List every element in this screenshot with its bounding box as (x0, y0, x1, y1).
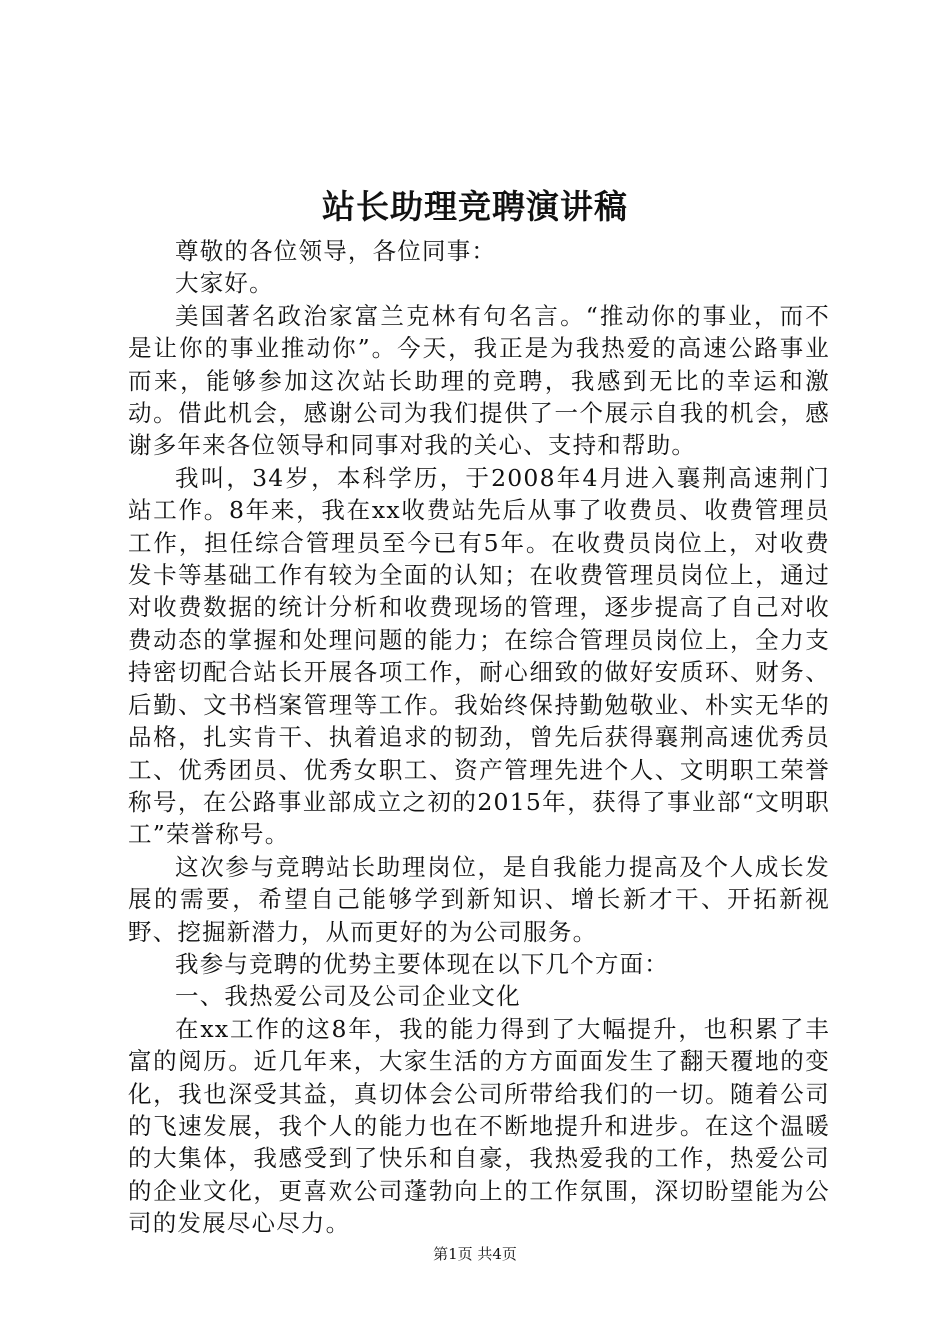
greeting-paragraph: 大家好。 (175, 269, 274, 298)
document-title: 站长助理竞聘演讲稿 (322, 187, 628, 226)
body-paragraph: 美国著名政治家富兰克林有句名言。“推动你的事业，而不是让你的事业推动你”。今天，我正是为我热爱的高速公路事业而来，能够参加这次站长助理的竞聘，我感到无比的幸运和激动。借此机会，感谢公司为我们提供了一个展示自我的机会，感谢多年来各位领导和同事对我的关心、支持和帮助。 (128, 301, 830, 460)
body-paragraph: 这次参与竞聘站长助理岗位，是自我能力提高及个人成长发展的需要，希望自己能够学到新知识、增长新才干、开拓新视野、挖掘新潜力，从而更好的为公司服务。 (128, 852, 830, 946)
body-paragraph: 我叫，34岁，本科学历，于2008年4月进入襄荆高速荆门站工作。8年来，我在xx收费站先后从事了收费员、收费管理员工作，担任综合管理员至今已有5年。在收费员岗位上，对收费发卡等基础工作有较为全面的认知；在收费管理员岗位上，通过对收费数据的统计分析和收费现场的管理，逐步提高了自己对收费动态的掌握和处理问题的能力；在综合管理员岗位上，全力支持密切配合站长开展各项工作，耐心细致的做好安质环、财务、后勤、文书档案管理等工作。我始终保持勤勉敬业、朴实无华的品格，扎实肯干、执着追求的韧劲，曾先后获得襄荆高速优秀员工、优秀团员、优秀女职工、资产管理先进个人、文明职工荣誉称号，在公路事业部成立之初的2015年，获得了事业部“文明职工”荣誉称号。 (128, 463, 830, 849)
body-paragraph: 在xx工作的这8年，我的能力得到了大幅提升，也积累了丰富的阅历。近几年来，大家生活的方方面面发生了翻天覆地的变化，我也深受其益，真切体会公司所带给我们的一切。随着公司的飞速发展，我个人的能力也在不断地提升和进步。在这个温暖的大集体，我感受到了快乐和自豪，我热爱我的工作，热爱公司的企业文化，更喜欢公司蓬勃向上的工作氛围，深切盼望能为公司的发展尽心尽力。 (128, 1014, 830, 1238)
salutation-paragraph: 尊敬的各位领导，各位同事： (175, 237, 497, 265)
page-footer: 第1页 共4页 (433, 1245, 517, 1263)
body-paragraph: 我参与竞聘的优势主要体现在以下几个方面： (175, 949, 669, 978)
section-heading: 一、我热爱公司及公司企业文化 (175, 982, 521, 1011)
document-body (128, 235, 830, 1240)
